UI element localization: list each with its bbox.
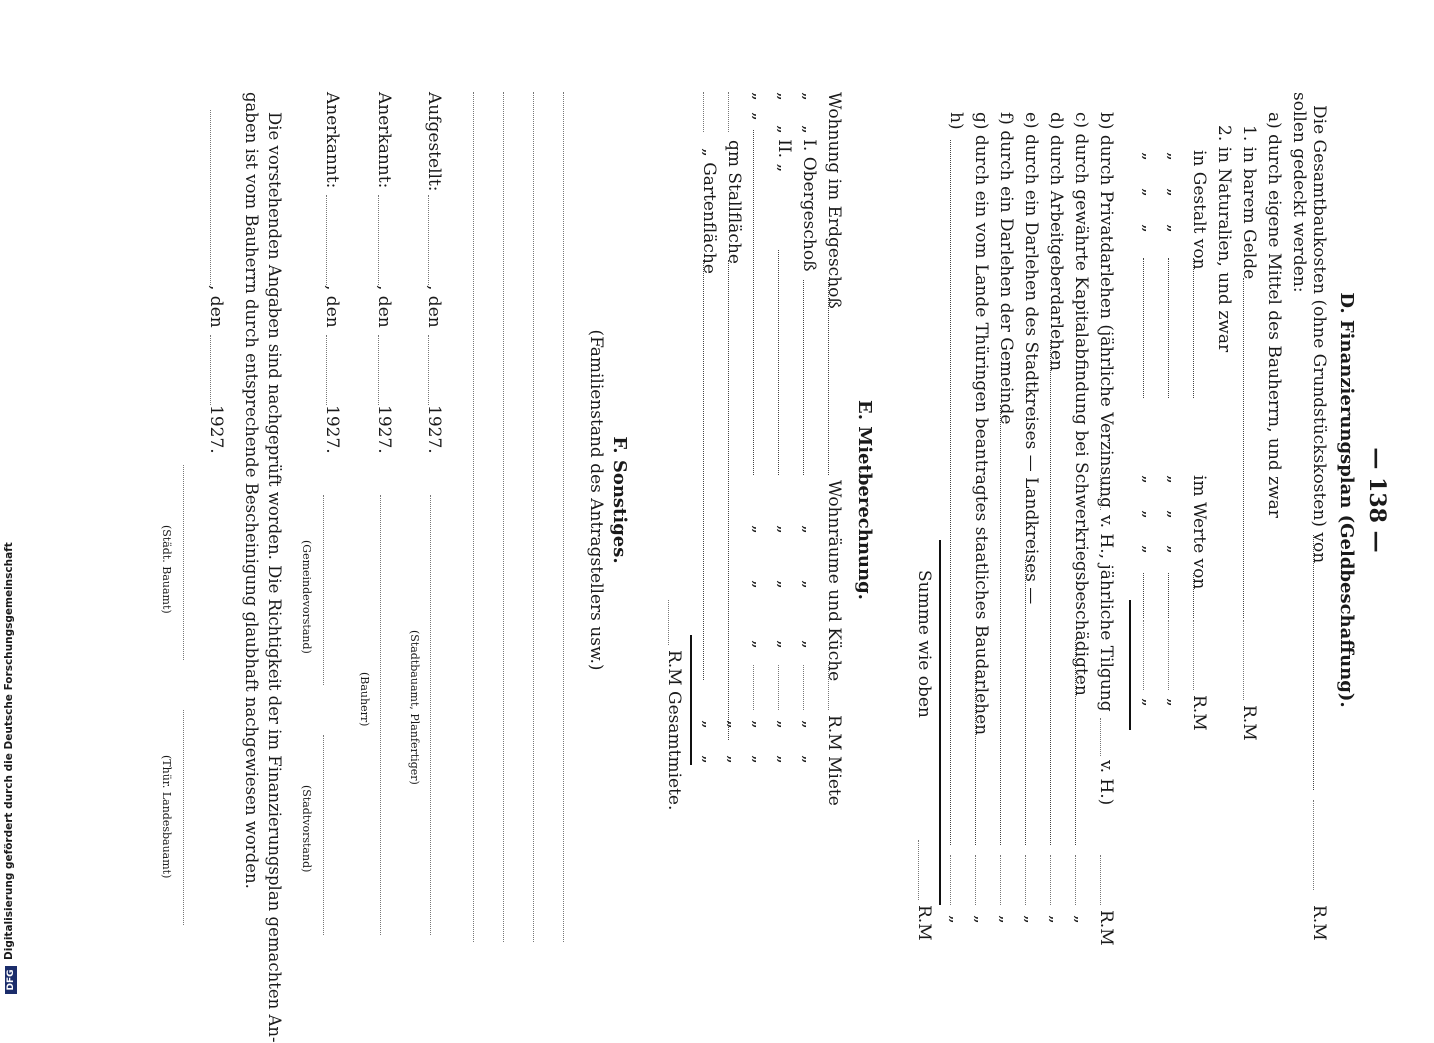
ditto-mark: „ <box>749 525 769 534</box>
sig-stadtvorstand-line[interactable] <box>323 735 324 935</box>
ditto-mark: „ <box>1164 698 1184 707</box>
total-rule <box>939 540 941 905</box>
e-row4-field[interactable] <box>753 665 754 710</box>
ditto-mark: „ <box>799 92 819 101</box>
e-row1-field[interactable] <box>828 665 829 710</box>
d-intro-line1: Die Gesamtbaukosten (ohne Grundstückskosten) von <box>1309 105 1329 564</box>
ditto-mark: „ <box>774 92 794 101</box>
ditto-mark: „ <box>799 640 819 649</box>
ditto-mark: „ <box>1071 915 1091 924</box>
d-d-field[interactable] <box>1050 855 1051 905</box>
sig-den: , den <box>424 285 444 328</box>
ditto-mark: „ <box>996 915 1016 924</box>
ditto-mark: „ <box>1139 224 1159 233</box>
sig-den: , den <box>322 285 342 328</box>
e-row7: „ Gartenfläche <box>699 148 719 274</box>
d-c: c) durch gewährte Kapitalabfindung bei Schwerkriegsbeschädigten <box>1071 112 1091 696</box>
section-f-subtitle: (Familienstand des Antragstellers usw.) <box>586 329 606 671</box>
sig-aufgestellt: Aufgestellt: <box>424 92 444 192</box>
ditto-mark: „ <box>1046 915 1066 924</box>
d-a1-currency: R.M <box>1239 705 1259 741</box>
sig-den: , den <box>206 285 226 328</box>
ditto-mark: „ <box>1164 475 1184 484</box>
d-a2: 2. in Naturalien, und zwar <box>1214 125 1234 353</box>
digitization-footer <box>0 0 20 1000</box>
d-e-dots <box>1025 560 1026 845</box>
ditto-mark: „ <box>749 92 769 101</box>
sig-year: 1927. <box>374 405 394 454</box>
section-d-title: D. Finanzierungsplan (Geldbeschaffung). <box>1336 292 1357 708</box>
ditto-mark: „ <box>1139 545 1159 554</box>
sig-cap-bauherr: (Bauherr) <box>358 672 371 727</box>
ditto-mark: „ <box>1164 545 1184 554</box>
sig-year: 1927. <box>206 405 226 454</box>
e-row3-dots <box>778 250 779 475</box>
e-row2: „ I. Obergeschoß <box>799 125 819 272</box>
d-a2-gestalt: in Gestalt von <box>1189 150 1209 270</box>
d-c-field[interactable] <box>1075 855 1076 905</box>
ver-place[interactable] <box>210 110 211 285</box>
d-g-dots <box>975 672 976 845</box>
ditto-mark: „ <box>749 755 769 764</box>
sig-anerkannt2-place[interactable] <box>326 195 327 285</box>
d-ditto-row1-dots[interactable] <box>1168 258 1169 398</box>
d-d: d) durch Arbeitgeberdarlehen <box>1046 112 1066 371</box>
sig-anerkannt1-date[interactable] <box>378 335 379 405</box>
sig-cap-thuer: (Thür. Landesbauamt) <box>160 755 173 879</box>
d-a2-werte-dots <box>1193 573 1194 618</box>
d-total-field[interactable] <box>1313 800 1314 890</box>
e-row2-field[interactable] <box>803 665 804 710</box>
d-b: b) durch Privatdarlehen (jährliche Verzinsung <box>1096 112 1116 508</box>
verification-line1: Die vorstehenden Angaben sind nachgeprüft worden. Die Richtigkeit der im Finanzierungsplan gemachten An- <box>265 112 284 1043</box>
ditto-mark: „ <box>1139 475 1159 484</box>
sig-cap-stadtvorstand: (Stadtvorstand) <box>300 785 313 873</box>
e-row4-dots[interactable] <box>753 130 754 475</box>
sig-den: , den <box>374 285 394 328</box>
d-a1: 1. in barem Gelde <box>1239 125 1259 280</box>
sig-anerkannt2-date[interactable] <box>326 335 327 405</box>
ver-date[interactable] <box>210 335 211 405</box>
e-rm-gesamt: R.M Gesamtmiete. <box>664 650 684 811</box>
d-e: e) durch ein Darlehen des Stadtkreises — Landkreises — <box>1021 112 1041 605</box>
d-g-field[interactable] <box>975 855 976 905</box>
d-summe: Summe wie oben <box>914 570 934 718</box>
footer-text: Digitalisierung gefördert durch die Deutsche Forschungsgemeinschaft <box>3 542 15 960</box>
ditto-mark: „ <box>1164 152 1184 161</box>
d-a2-werte: im Werte von <box>1189 475 1209 590</box>
sig-cap-planfertiger: (Stadtbauamt, Planfertiger) <box>408 630 421 785</box>
ditto-mark: „ <box>774 640 794 649</box>
ditto-mark: „ <box>1139 152 1159 161</box>
ditto-mark: „ <box>971 915 991 924</box>
ditto-mark: „ <box>799 720 819 729</box>
sig-anerkannt-1: Anerkannt: <box>374 92 394 189</box>
ditto-mark: „ <box>749 720 769 729</box>
ditto-mark: „ <box>1139 510 1159 519</box>
ditto-mark: „ <box>774 720 794 729</box>
d-a1-field[interactable] <box>1243 620 1244 700</box>
e-gesamt-field[interactable] <box>668 600 669 645</box>
ditto-mark: „ <box>749 580 769 589</box>
sig-planfertiger-line[interactable] <box>430 495 431 935</box>
section-f-title: F. Sonstiges. <box>609 436 630 564</box>
ditto-mark: „ <box>799 580 819 589</box>
d-f: f) durch ein Darlehen der Gemeinde <box>996 112 1016 425</box>
ditto-mark: „ <box>946 915 966 924</box>
d-a2-value-field[interactable] <box>1193 620 1194 690</box>
d-f-field[interactable] <box>1000 855 1001 905</box>
d-b-mid: v. H., jährliche Tilgung <box>1096 515 1116 712</box>
d-b-field[interactable] <box>1100 855 1101 905</box>
d-intro-line2: sollen gedeckt werden: <box>1289 92 1309 293</box>
d-ditto-row2-werte <box>1143 573 1144 618</box>
d-c-dots <box>1075 640 1076 845</box>
sig-aufgestellt-place[interactable] <box>428 195 429 285</box>
ditto-mark: „ <box>799 525 819 534</box>
d-a2-currency: R.M <box>1189 695 1209 731</box>
sig-aufgestellt-date[interactable] <box>428 335 429 405</box>
ditto-mark: „ <box>1164 224 1184 233</box>
d-ditto-row2-field[interactable] <box>1143 620 1144 690</box>
e-rm-miete: R.M Miete <box>824 715 844 806</box>
d-ditto-row1-werte <box>1168 573 1169 618</box>
dfg-logo: DFG <box>5 966 17 994</box>
d-b-end: v. H.) <box>1096 760 1116 806</box>
ditto-mark: „ <box>1139 698 1159 707</box>
ditto-mark: „ <box>799 755 819 764</box>
d-intro-dots <box>1313 535 1314 790</box>
e-row2-dots <box>803 280 804 475</box>
d-ditto-row1-field[interactable] <box>1168 620 1169 690</box>
sig-thuer-line[interactable] <box>183 710 184 925</box>
d-a1-dots <box>1243 278 1244 618</box>
sig-bauherr-line[interactable] <box>380 495 381 935</box>
miete-total-rule <box>690 635 692 765</box>
d-h-field[interactable] <box>950 855 951 905</box>
f-line-4[interactable] <box>473 92 474 942</box>
sig-cap-gemeinde: (Gemeindevorstand) <box>300 540 313 654</box>
d-a-label: a) durch eigene Mittel des Bauherrn, und zwar <box>1264 112 1284 518</box>
d-summe-field[interactable] <box>918 840 919 900</box>
d-f-dots <box>1000 405 1001 845</box>
e-row3: „ II. „ <box>774 125 794 173</box>
d-a2-gestalt-dots[interactable] <box>1193 258 1194 398</box>
ditto-mark: „ <box>699 720 719 729</box>
ditto-mark: „ <box>1164 188 1184 197</box>
d-d-dots <box>1050 340 1051 845</box>
ditto-mark: „ <box>1021 915 1041 924</box>
ditto-mark: „ <box>774 755 794 764</box>
subtotal-rule <box>1129 600 1131 730</box>
sig-gemeinde-line[interactable] <box>323 495 324 685</box>
page-number: — 138 — <box>1364 447 1390 553</box>
e-row1-rooms: Wohnräume und Küche <box>824 480 844 682</box>
d-b-zins-field[interactable] <box>1100 475 1101 510</box>
sig-anerkannt1-place[interactable] <box>378 195 379 285</box>
e-row5-qm-field[interactable] <box>728 92 729 132</box>
ditto-mark: „ <box>699 755 719 764</box>
sig-staedt-line[interactable] <box>183 465 184 660</box>
e-row3-field[interactable] <box>778 665 779 710</box>
sig-year: 1927. <box>322 405 342 454</box>
d-g: g) durch ein vom Lande Thüringen beantragtes staatliches Baudarlehen <box>971 112 991 736</box>
e-row1-dots <box>828 280 829 475</box>
ditto-mark: „ <box>774 580 794 589</box>
e-row1: Wohnung im Erdgeschoß <box>824 92 844 309</box>
d-summe-currency: R.M <box>914 905 934 941</box>
verification-line2: gaben ist vom Bauherrn durch entsprechende Bescheinigung glaubhaft nachgewiesen worden. <box>242 92 261 889</box>
f-line-2[interactable] <box>533 92 534 942</box>
f-line-3[interactable] <box>503 92 504 942</box>
d-h: h) <box>946 112 966 130</box>
ditto-mark: „ <box>749 640 769 649</box>
sig-year: 1927. <box>424 405 444 454</box>
ditto-mark: „ <box>1139 188 1159 197</box>
d-b-tilg-field[interactable] <box>1100 718 1101 756</box>
d-b-currency: R.M <box>1096 910 1116 946</box>
ditto-mark: „ <box>774 525 794 534</box>
d-intro-currency: R.M <box>1309 905 1329 941</box>
section-e-title: E. Mietberechnung. <box>854 400 875 600</box>
ditto-mark: „ <box>724 755 744 764</box>
e-row6: qm Stallfläche <box>724 140 744 264</box>
ditto-mark: „ <box>724 720 744 729</box>
e-row6-dots <box>728 260 729 740</box>
e-row7-dots <box>703 260 704 680</box>
ditto-mark: „ <box>1164 510 1184 519</box>
sig-anerkannt-2: Anerkannt: <box>322 92 342 189</box>
d-h-dots[interactable] <box>950 140 951 845</box>
d-e-field[interactable] <box>1025 855 1026 905</box>
f-line-1[interactable] <box>563 92 564 942</box>
d-ditto-row2-dots[interactable] <box>1143 258 1144 398</box>
ditto-mark: „ <box>749 112 769 121</box>
sig-cap-staedt: (Städt. Bauamt) <box>160 525 173 614</box>
e-row7-qm-field[interactable] <box>703 92 704 132</box>
